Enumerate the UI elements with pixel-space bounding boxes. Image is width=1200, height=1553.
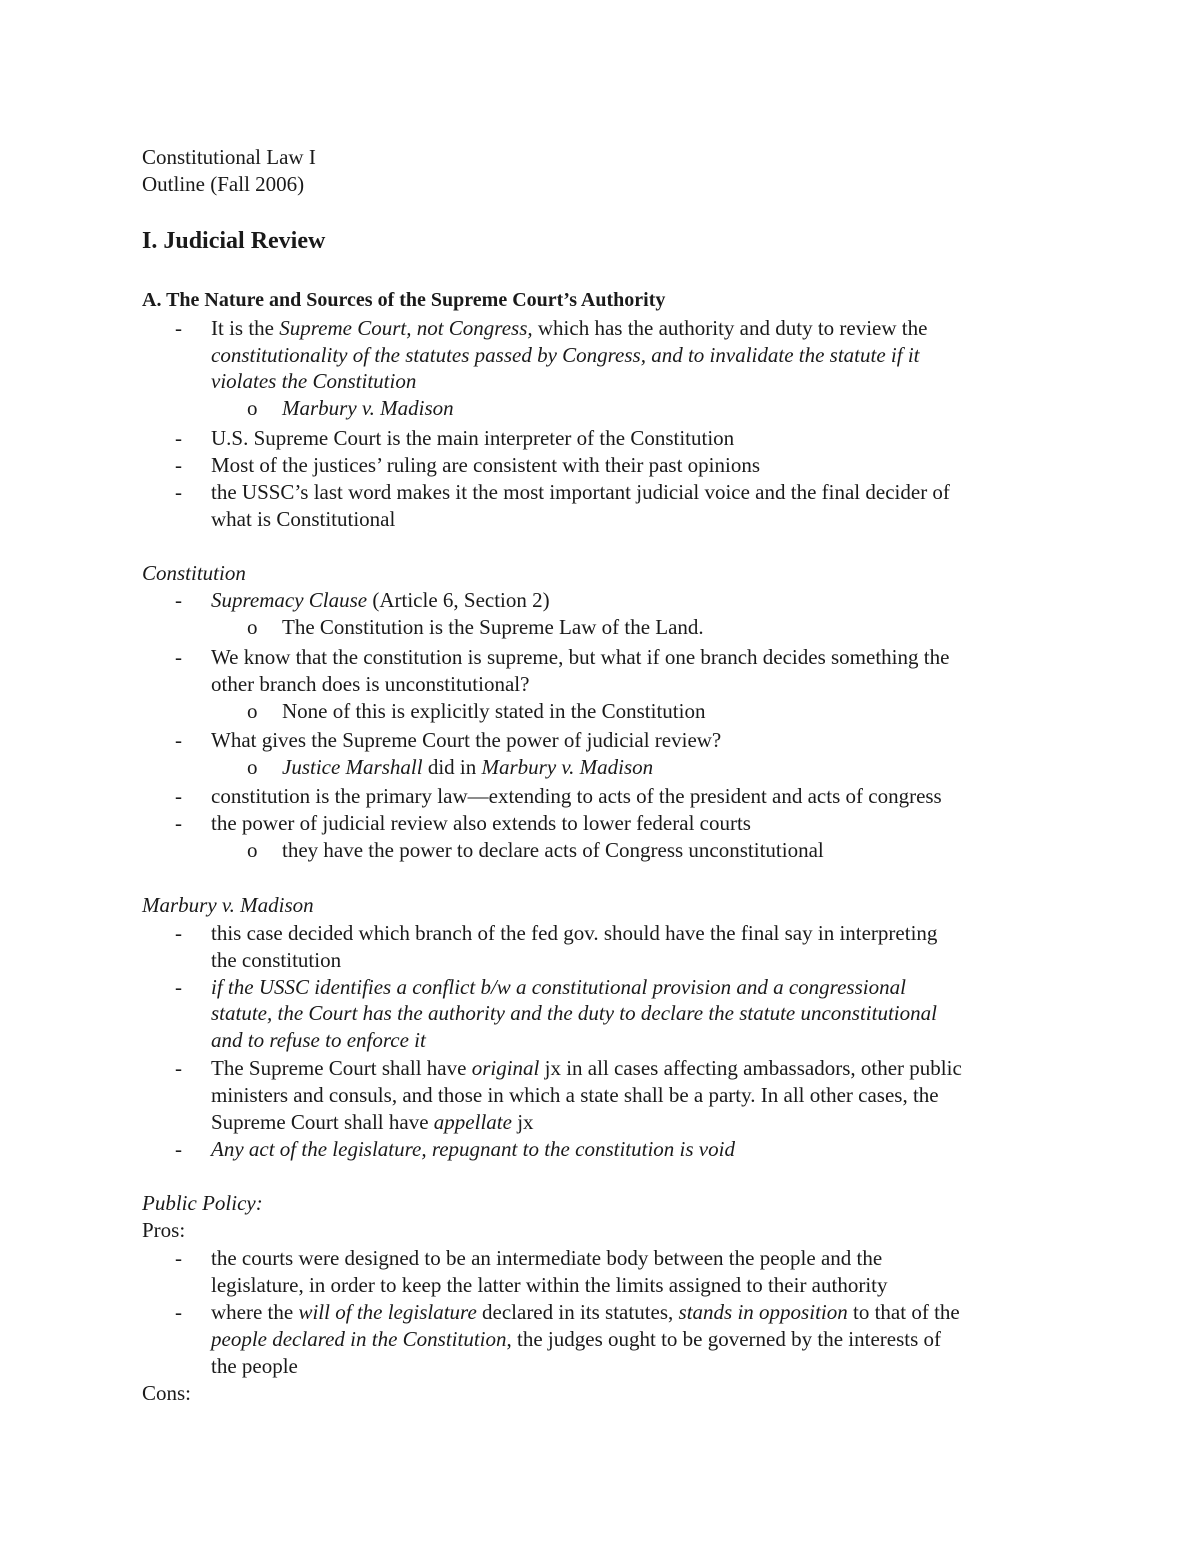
sub-bullet-marker: o bbox=[247, 396, 258, 420]
sub-list-item: they have the power to declare acts of Congress unconstitutional bbox=[282, 838, 824, 862]
dash-marker: - bbox=[175, 975, 182, 999]
sub-list-item: Justice Marshall did in Marbury v. Madison bbox=[282, 755, 654, 779]
list-item: the USSC’s last word makes it the most important judicial voice and the final decider of bbox=[211, 480, 950, 504]
list-item: It is the Supreme Court, not Congress, which has the authority and duty to review the bbox=[211, 316, 928, 340]
dash-marker: - bbox=[175, 588, 182, 612]
sub-bullet-marker: o bbox=[247, 838, 258, 862]
list-item-continuation: statute, the Court has the authority and the duty to declare the statute unconstitutional bbox=[211, 1001, 937, 1025]
list-item-continuation: ministers and consuls, and those in which a state shall be a party. In all other cases, the bbox=[211, 1083, 939, 1107]
topic-heading: Constitution bbox=[142, 561, 246, 585]
dash-marker: - bbox=[175, 784, 182, 808]
list-item-continuation: the constitution bbox=[211, 948, 342, 972]
list-item: constitution is the primary law—extending to acts of the president and acts of congress bbox=[211, 784, 942, 808]
document-title: Constitutional Law I bbox=[142, 145, 316, 169]
cons-label: Cons: bbox=[142, 1381, 192, 1405]
dash-marker: - bbox=[175, 453, 182, 477]
list-item-continuation: constitutionality of the statutes passed by Congress, and to invalidate the statute if it bbox=[211, 343, 920, 367]
list-item: if the USSC identifies a conflict b/w a constitutional provision and a congressional bbox=[211, 975, 906, 999]
sub-bullet-marker: o bbox=[247, 755, 258, 779]
dash-marker: - bbox=[175, 921, 182, 945]
dash-marker: - bbox=[175, 1246, 182, 1270]
sub-list-item: The Constitution is the Supreme Law of the Land. bbox=[282, 615, 704, 639]
topic-heading: Public Policy: bbox=[142, 1191, 263, 1215]
document-subtitle: Outline (Fall 2006) bbox=[142, 172, 305, 196]
list-item-continuation: violates the Constitution bbox=[211, 369, 417, 393]
list-item-continuation: the people bbox=[211, 1354, 298, 1378]
list-item: U.S. Supreme Court is the main interpreter of the Constitution bbox=[211, 426, 735, 450]
list-item-continuation: legislature, in order to keep the latter within the limits assigned to their authority bbox=[211, 1273, 888, 1297]
list-item-continuation: other branch does is unconstitutional? bbox=[211, 672, 530, 696]
list-item: The Supreme Court shall have original jx in all cases affecting ambassadors, other public bbox=[211, 1056, 962, 1080]
dash-marker: - bbox=[175, 645, 182, 669]
topic-heading: Marbury v. Madison bbox=[142, 893, 314, 917]
list-item-continuation: what is Constitutional bbox=[211, 507, 396, 531]
dash-marker: - bbox=[175, 480, 182, 504]
list-item: where the will of the legislature declared in its statutes, stands in opposition to that of the bbox=[211, 1300, 960, 1324]
dash-marker: - bbox=[175, 728, 182, 752]
pros-label: Pros: bbox=[142, 1218, 186, 1242]
sub-bullet-marker: o bbox=[247, 699, 258, 723]
dash-marker: - bbox=[175, 1137, 182, 1161]
list-item: Most of the justices’ ruling are consistent with their past opinions bbox=[211, 453, 761, 477]
dash-marker: - bbox=[175, 316, 182, 340]
list-item: Supremacy Clause (Article 6, Section 2) bbox=[211, 588, 550, 612]
list-item: the courts were designed to be an intermediate body between the people and the bbox=[211, 1246, 883, 1270]
list-item: the power of judicial review also extends to lower federal courts bbox=[211, 811, 751, 835]
list-item: What gives the Supreme Court the power of judicial review? bbox=[211, 728, 722, 752]
dash-marker: - bbox=[175, 1056, 182, 1080]
dash-marker: - bbox=[175, 811, 182, 835]
list-item-continuation: and to refuse to enforce it bbox=[211, 1028, 426, 1052]
list-item-continuation: Supreme Court shall have appellate jx bbox=[211, 1110, 534, 1134]
sub-list-item: Marbury v. Madison bbox=[282, 396, 454, 420]
dash-marker: - bbox=[175, 426, 182, 450]
subsection-heading: A. The Nature and Sources of the Supreme Court’s Authority bbox=[142, 289, 666, 311]
list-item: We know that the constitution is supreme, but what if one branch decides something the bbox=[211, 645, 950, 669]
list-item: Any act of the legislature, repugnant to the constitution is void bbox=[211, 1137, 735, 1161]
sub-bullet-marker: o bbox=[247, 615, 258, 639]
sub-list-item: None of this is explicitly stated in the Constitution bbox=[282, 699, 706, 723]
dash-marker: - bbox=[175, 1300, 182, 1324]
list-item: this case decided which branch of the fed gov. should have the final say in interpreting bbox=[211, 921, 938, 945]
list-item-continuation: people declared in the Constitution, the judges ought to be governed by the interests of bbox=[211, 1327, 942, 1351]
section-heading: I. Judicial Review bbox=[142, 228, 326, 254]
